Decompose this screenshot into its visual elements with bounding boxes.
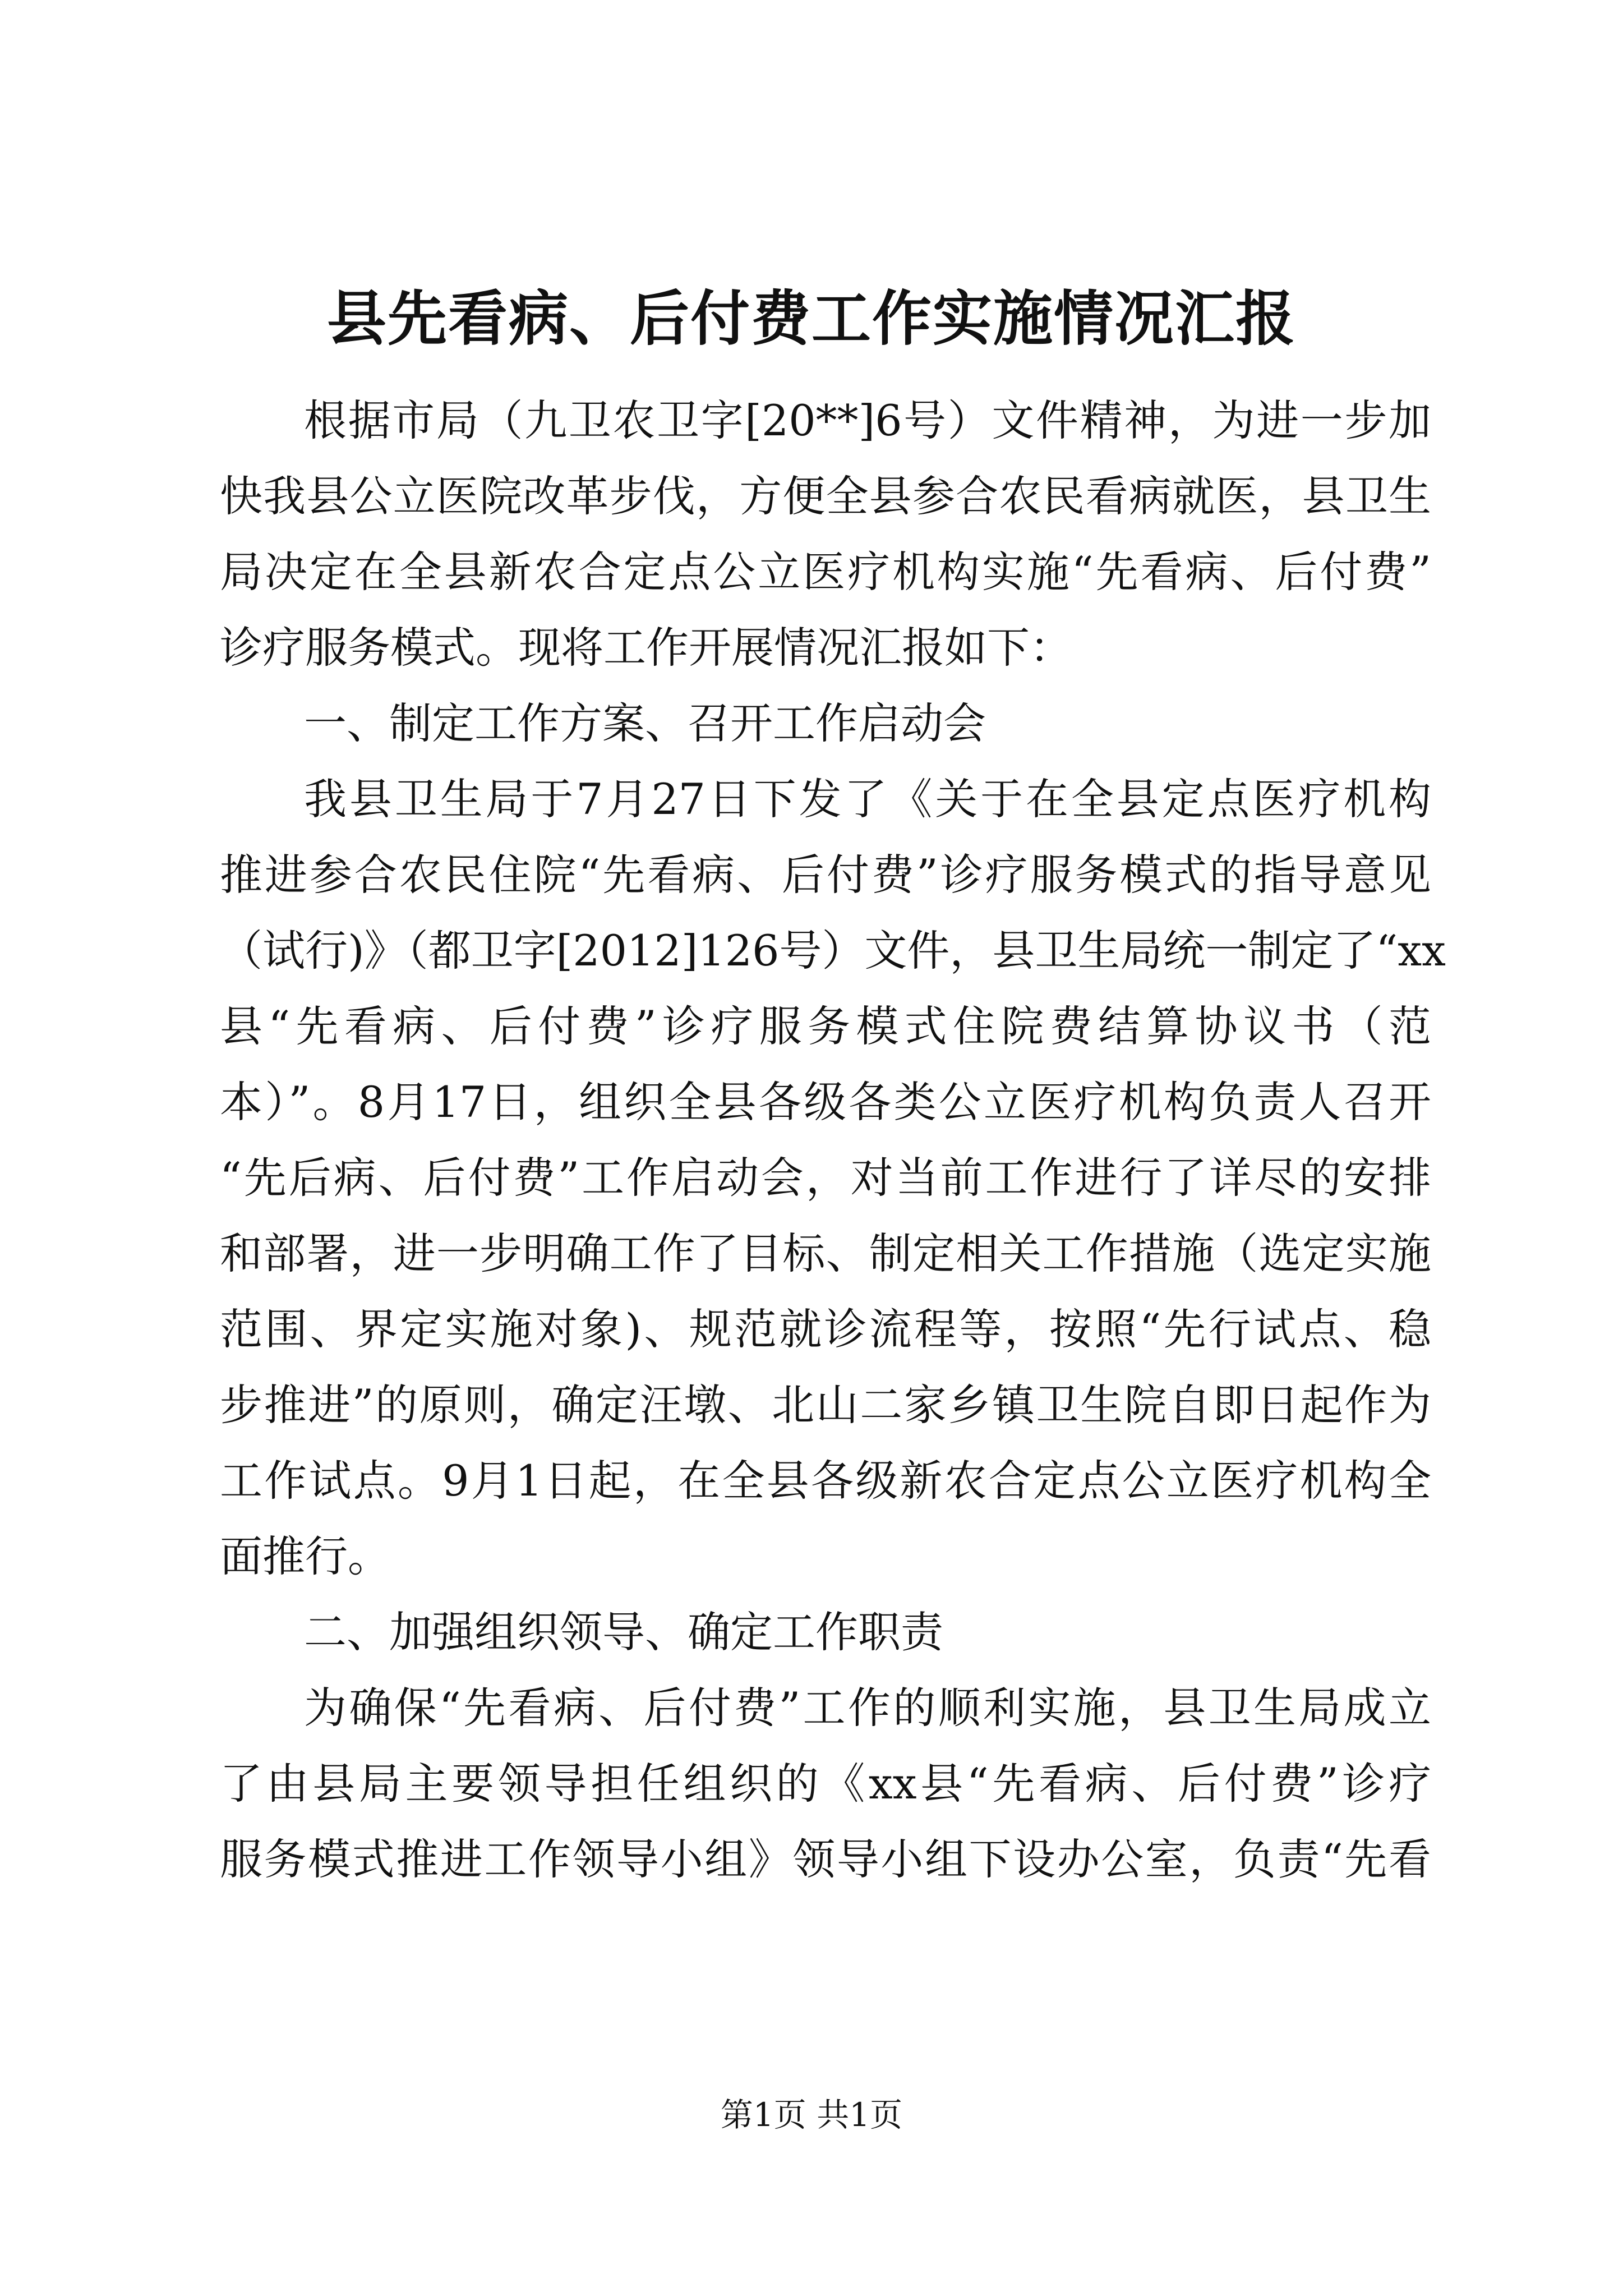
body-line: 了由县局主要领导担任组织的《xx县“先看病、后付费”诊疗: [220, 1759, 1431, 1809]
body-line: 推进参合农民住院“先看病、后付费”诊疗服务模式的指导意见: [220, 850, 1431, 900]
body-line: 我县卫生局于7月27日下发了《关于在全县定点医疗机构: [304, 774, 1431, 824]
body-line: 诊疗服务模式。现将工作开展情况汇报如下：: [220, 623, 1072, 673]
body-line: 工作试点。9月1日起，在全县各级新农合定点公立医疗机构全: [220, 1456, 1431, 1506]
body-line: 面推行。: [220, 1531, 390, 1581]
section-heading: 一、制定工作方案、召开工作启动会: [304, 698, 986, 748]
page-footer: 第1页 共1页: [720, 2096, 903, 2134]
body-line: 县“先看病、后付费”诊疗服务模式住院费结算协议书（范: [220, 1001, 1431, 1051]
document-title: 县先看病、后付费工作实施情况汇报: [327, 283, 1296, 353]
body-line: 局决定在全县新农合定点公立医疗机构实施“先看病、后付费”: [220, 547, 1431, 597]
body-line: 为确保“先看病、后付费”工作的顺利实施，县卫生局成立: [304, 1683, 1431, 1733]
body-line: （试行)》（都卫字[2012]126号）文件，县卫生局统一制定了“xx: [220, 926, 1446, 976]
body-line: 和部署，进一步明确工作了目标、制定相关工作措施（选定实施: [220, 1228, 1431, 1278]
body-line: 步推进”的原则，确定汪墩、北山二家乡镇卫生院自即日起作为: [220, 1380, 1431, 1430]
body-line: 本）”。8月17日，组织全县各级各类公立医疗机构负责人召开: [220, 1077, 1431, 1127]
body-line: 服务模式推进工作领导小组》领导小组下设办公室，负责“先看: [220, 1834, 1431, 1884]
section-heading: 二、加强组织领导、确定工作职责: [304, 1607, 943, 1657]
body-line: 快我县公立医院改革步伐，方便全县参合农民看病就医，县卫生: [220, 471, 1431, 521]
body-line: 根据市局（九卫农卫字[20**]6号）文件精神，为进一步加: [304, 395, 1431, 445]
body-line: 范围、界定实施对象)、规范就诊流程等，按照“先行试点、稳: [220, 1304, 1431, 1354]
body-line: “先后病、后付费”工作启动会，对当前工作进行了详尽的安排: [220, 1153, 1431, 1203]
